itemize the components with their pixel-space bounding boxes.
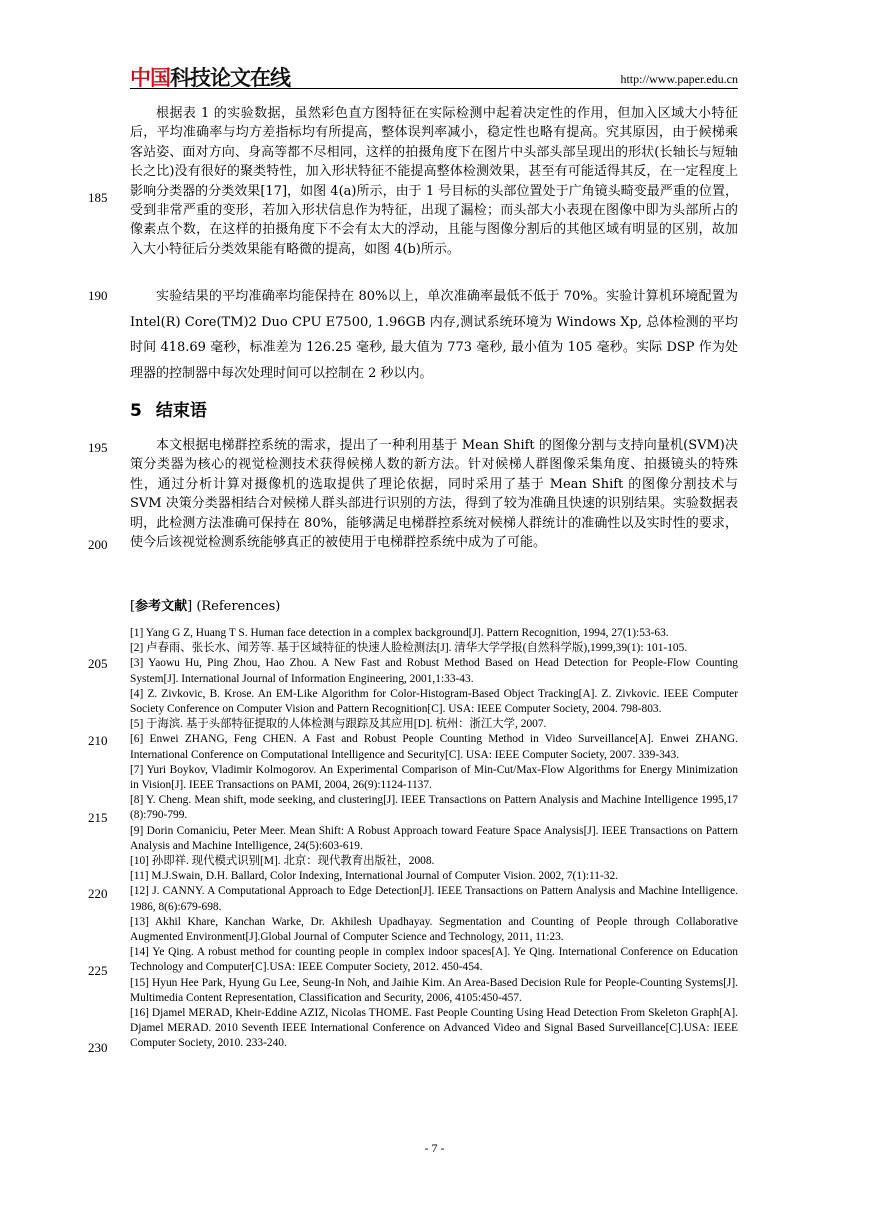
reference-item: [5] 于海滨. 基于头部特征提取的人体检测与跟踪及其应用[D]. 杭州：浙江大学, 2007. bbox=[130, 718, 547, 731]
reference-item: [11] M.J.Swain, D.H. Ballard, Color Indexing, International Journal of Computer Vision. 2002, 7(1):11-32. bbox=[130, 870, 618, 883]
reference-item: [10] 孙即祥. 现代模式识别[M]. 北京：现代教育出版社，2008. bbox=[130, 855, 435, 868]
reference-item: [3] Yaowu Hu, Ping Zhou, Hao Zhou. A New Fast and Robust Method Based on Head Detection for People-Flow Counting System[J]. International Journal of Information Engineering, 2001,1:33-43. bbox=[130, 657, 738, 685]
line-number: 185 bbox=[88, 190, 108, 205]
line-number: 190 bbox=[88, 288, 108, 303]
reference-item: [8] Y. Cheng. Mean shift, mode seeking, and clustering[J]. IEEE Transactions on Pattern Analysis and Machine Intelligence 1995,17 (8):790-799. bbox=[130, 794, 738, 822]
references-heading-rest: (References) bbox=[196, 599, 281, 614]
references-heading: [参考文献] (References) bbox=[130, 599, 281, 614]
journal-logo bbox=[130, 62, 290, 92]
line-number: 210 bbox=[88, 733, 108, 748]
body-paragraph-2-block bbox=[130, 284, 738, 386]
page-header bbox=[130, 60, 738, 89]
reference-item: [15] Hyun Hee Park, Hyung Gu Lee, Seung-In Noh, and Jaihie Kim. An Area-Based Decision Rule for People-Counting Systems[J]. Multimedia Content Representation, Classification and Security, 2006, 4105:450-457. bbox=[130, 976, 738, 1004]
reference-item: [16] Djamel MERAD, Kheir-Eddine AZIZ, Nicolas THOME. Fast People Counting Using Head Detection From Skeleton Graph[A]. Djamel MERAD. 2010 Seventh IEEE International Conference on Advanced Video and Signal Based Surveillance[C].USA: IEEE Computer Society, 2010. 233-240. bbox=[130, 1007, 738, 1050]
body-paragraph-1-block bbox=[130, 104, 738, 259]
line-number: 215 bbox=[88, 810, 108, 825]
header-url[interactable]: http://www.paper.edu.cn bbox=[620, 72, 738, 86]
line-number: 230 bbox=[88, 1040, 108, 1055]
reference-item: [7] Yuri Boykov, Vladimir Kolmogorov. An Experimental Comparison of Min-Cut/Max-Flow Algorithms for Energy Minimization in Vision[J]. IEEE Transactions on PAMI, 2004, 26(9):1124-1137. bbox=[130, 763, 738, 792]
body-paragraph-3-block bbox=[130, 436, 738, 552]
logo-part-2: 科技论文在线 bbox=[170, 66, 290, 90]
reference-item: [2] 卢春雨、张长水、闻芳等. 基于区域特征的快速人脸检测法[J]. 清华大学学报(自然科学版),1999,39(1): 101-105. bbox=[130, 642, 688, 655]
reference-item: [1] Yang G Z, Huang T S. Human face detection in a complex background[J]. Pattern Recognition, 1994, 27(1):53-63. bbox=[130, 627, 669, 639]
line-number: 225 bbox=[88, 963, 108, 978]
references-list bbox=[130, 626, 738, 1052]
page-number: - 7 - bbox=[424, 1141, 445, 1155]
line-number: 205 bbox=[88, 656, 108, 671]
reference-item: [6] Enwei ZHANG, Feng CHEN. A Fast and Robust People Counting Method in Video Surveillance[A]. Enwei ZHANG. International Conference on Computational Intelligence and Security[C]. USA: IEEE Computer Society, 2007. 339-343. bbox=[130, 733, 738, 761]
line-number: 220 bbox=[88, 886, 108, 901]
section-number: 5 bbox=[130, 401, 142, 421]
line-number: 195 bbox=[88, 440, 108, 455]
logo-part-1: 中国 bbox=[130, 66, 170, 90]
reference-item: [12] J. CANNY. A Computational Approach to Edge Detection[J]. IEEE Transactions on Pattern Analysis and Machine Intelligence. 1986, 8(6):679-698. bbox=[130, 885, 738, 913]
reference-item: [4] Z. Zivkovic, B. Krose. An EM-Like Algorithm for Color-Histogram-Based Object Tracking[A]. Z. Zivkovic. IEEE Computer Society Conference on Computer Vision and Pattern Recognition[C]. USA: IEEE Computer Society, 2004. 798-803. bbox=[130, 687, 738, 716]
body-paragraph-1: 根据表 1 的实验数据，虽然彩色直方图特征在实际检测中起着决定性的作用，但加入区域大小特征后，平均准确率与均方差指标均有所提高，整体误判率减小，稳定性也略有提高。究其原因，由于候梯乘客站姿、面对方向、身高等都不尽相同，这样的拍摄角度下在图片中头部头部呈现出的形状(长轴长与短轴长之比)没有很好的聚类特性，加入形状特征不能提高整体检测效果，甚至有可能适得其反，在一定程度上影响分类器的分类效果[17]，如图 4(a)所示，由于 1 号目标的头部位置处于广角镜头畸变最严重的位置，受到非常严重的变形，若加入形状信息作为特征，出现了漏检；而头部大小表现在图像中即为头部所占的像素点个数，在这样的拍摄角度下不会有太大的浮动，且能与图像分割后的其他区域有明显的区别，故加入大小特征后分类效果能有略微的提高，如图 4(b)所示。 bbox=[130, 106, 738, 257]
body-paragraph-3: 本文根据电梯群控系统的需求，提出了一种利用基于 Mean Shift 的图像分割与支持向量机(SVM)决策分类器为核心的视觉检测技术获得候梯人数的新方法。针对候梯人群图像采集角度、拍摄镜头的特殊性，通过分析计算对摄像机的选取提供了理论依据，同时采用了基于 Mean Shift 的图像分割技术与 SVM 决策分类器相结合对候梯人群头部进行识别的方法，得到了较为准确且快速的识别结果。实验数据表明，此检测方法准确可保持在 80%，能够满足电梯群控系统对候梯人群统计的准确性以及实时性的要求，使今后该视觉检测系统能够真正的被使用于电梯群控系统中成为了可能。 bbox=[130, 438, 738, 551]
reference-item: [14] Ye Qing. A robust method for counting people in complex indoor spaces[A]. Ye Qing. International Conference on Education Technology and Computer[C].USA: IEEE Computer Society, 2012. 450-454. bbox=[130, 946, 738, 974]
reference-item: [13] Akhil Khare, Kanchan Warke, Dr. Akhilesh Upadhayay. Segmentation and Counting of People through Collaborative Augmented Environment[J].Global Journal of Computer Science and Technology, 2011, 11:23. bbox=[130, 915, 738, 944]
reference-item: [9] Dorin Comaniciu, Peter Meer. Mean Shift: A Robust Approach toward Feature Space Analysis[J]. IEEE Transactions on Pattern Analysis and Machine Intelligence, 24(5):603-619. bbox=[130, 824, 738, 852]
references-heading-bold: 参考文献 bbox=[135, 599, 188, 614]
section-title: 结束语 bbox=[155, 401, 207, 421]
body-paragraph-2: 实验结果的平均准确率均能保持在 80%以上，单次准确率最低不低于 70%。实验计算机环境配置为 Intel(R) Core(TM)2 Duo CPU E7500, 1.96GB 内存,测试系统环境为 Windows Xp, 总体检测的平均时间 418.69 毫秒，标准差为 126.25 毫秒, 最大值为 773 毫秒, 最小值为 105 毫秒。实际 DSP 作为处理器的控制器中每次处理时间可以控制在 2 秒以内。 bbox=[130, 289, 738, 381]
line-number: 200 bbox=[88, 537, 108, 552]
section-heading bbox=[130, 396, 207, 421]
